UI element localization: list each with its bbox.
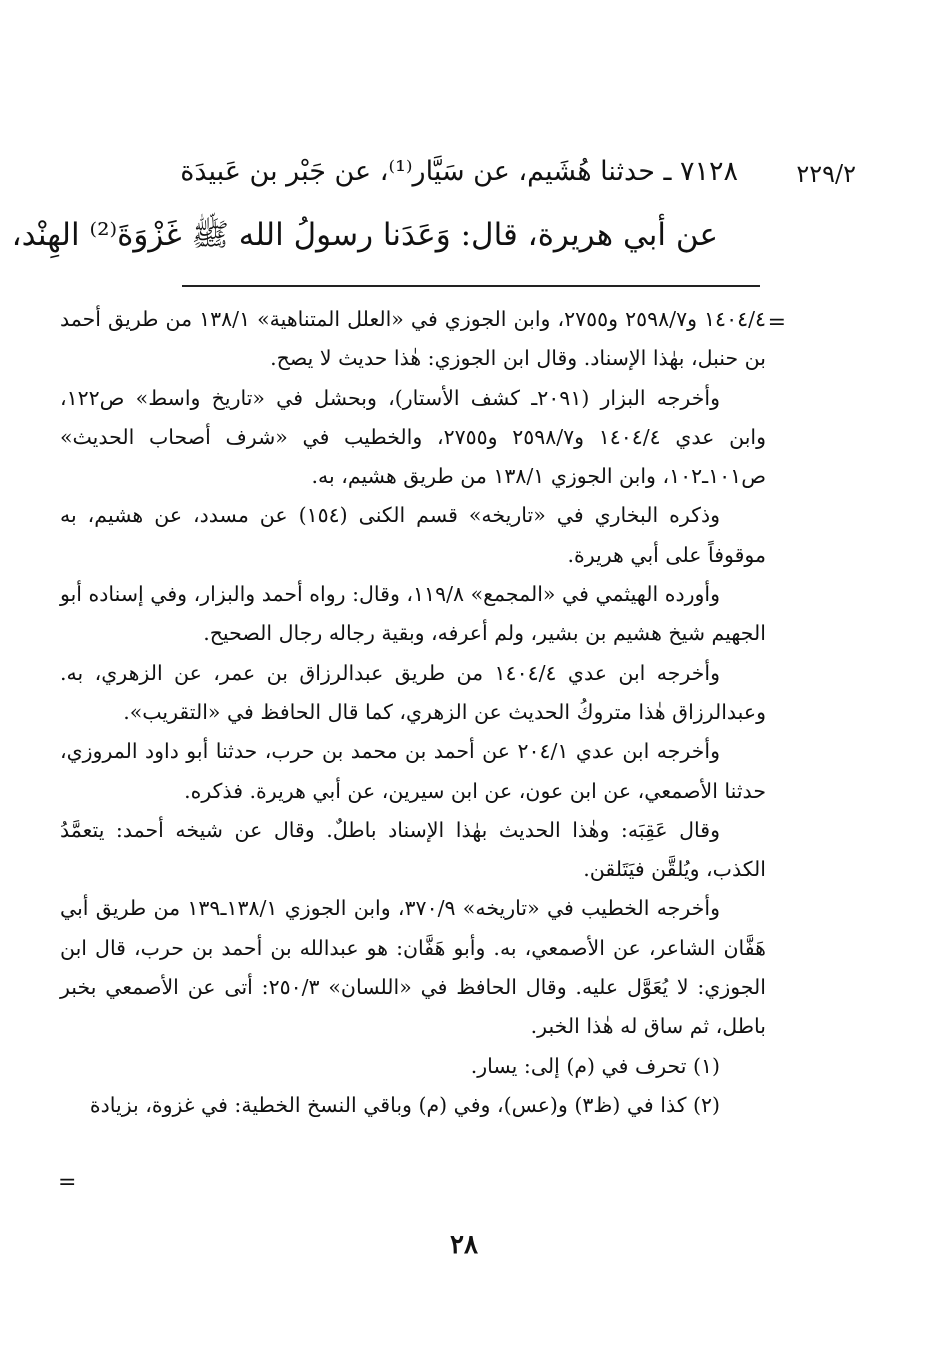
footnote-paragraph: وذكره البخاري في «تاريخه» قسم الكنى (١٥٤) عن مسدد، عن هشيم، به موقوفاً على أبي هريرة. [60, 503, 766, 567]
footnote-1: (١) تحرف في (م) إلى: يسار. [470, 1053, 720, 1078]
hadith-text-line-2: عن أبي هريرة، قال: وَعَدَنا رسولُ الله ﷺ غَزْوَةَ⁽²⁾ الهِنْد، [11, 217, 718, 253]
continued-marker: = [767, 310, 786, 335]
footnote-divider [182, 285, 760, 287]
footnotes-section [60, 300, 766, 1125]
footnote-2: (٢) كذا في (ظ٣) و(عس)، وفي (م) وباقي النسخ الخطية: في غزوة، بزيادة [89, 1092, 720, 1117]
footnote-paragraph: وقال عَقِبَه: وهٰذا الحديث بهٰذا الإسناد باطلٌ. وقال عن شيخه أحمد: يتعمَّدُ الكذب، ويُلقَّن فيَتَلقن. [60, 817, 766, 882]
volume-page-reference: ٢٢٩/٢ [796, 160, 856, 188]
continues-marker: = [58, 1170, 77, 1195]
footnote-paragraph: وأخرجه ابن عدي ١٤٠٤/٤ من طريق عبدالرزاق بن عمر، عن الزهري، به. وعبدالرزاق هٰذا متروكُ الحديث عن الزهري، كما قال الحافظ في «التقريب». [60, 660, 766, 724]
footnote-paragraph: وأخرجه الخطيب في «تاريخه» ٣٧٠/٩، وابن الجوزي ١٣٨/١ـ١٣٩ من طريق أبي هَفَّان الشاعر، عن الأصمعي، به. وأبو هَفَّان: هو عبدالله بن أحمد بن حرب، قال ابن الجوزي: لا يُعَوَّل عليه. وقال الحافظ في «اللسان» ٢٥٠/٣: أتى عن الأصمعي بخبر باطل، ثم ساق له هٰذا الخبر. [60, 896, 766, 1039]
footnote-paragraph: وأخرجه البزار (٢٠٩١ـ كشف الأستار)، وبحشل في «تاريخ واسط» ص١٢٢، وابن عدي ١٤٠٤/٤ و٢٥٩٨/٧ و٢٧٥٥، والخطيب في «شرف أصحاب الحديث» ص١٠١ـ١٠٢، وابن الجوزي ١٣٨/١ من طريق هشيم، به. [60, 385, 766, 489]
footnote-paragraph: وأخرجه ابن عدي ٢٠٤/١ عن أحمد بن محمد بن حرب، حدثنا أبو داود المروزي، حدثنا الأصمعي، عن ابن عون، عن ابن سيرين، عن أبي هريرة. فذكره. [60, 739, 766, 803]
footnote-paragraph: وأورده الهيثمي في «المجمع» ١١٩/٨، وقال: رواه أحمد والبزار، وفي إسناده أبو الجهيم شيخ هشيم بن بشير، ولم أعرفه، وبقية رجاله رجال الصحيح. [60, 582, 766, 646]
page-number: ٢٨ [450, 1230, 478, 1260]
hadith-text-line-1: ٧١٢٨ ـ حدثنا هُشَيم، عن سَيَّار⁽¹⁾، عن جَبْر بن عَبيدَة [180, 156, 738, 187]
footnote-paragraph: ١٤٠٤/٤ و٢٥٩٨/٧ و٢٧٥٥، وابن الجوزي في «العلل المتناهية» ١٣٨/١ من طريق أحمد بن حنبل، بهٰذا الإسناد. وقال ابن الجوزي: هٰذا حديث لا يصح. [60, 307, 767, 371]
